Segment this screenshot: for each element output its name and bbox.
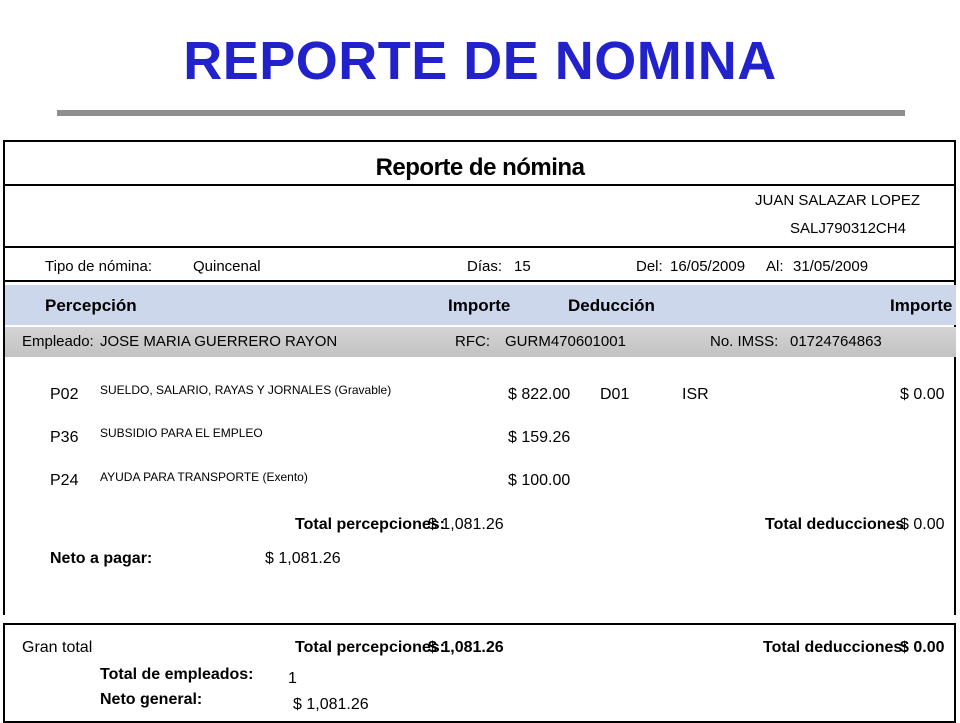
col-importe-deduccion: Importe xyxy=(890,296,953,315)
al-label: Al: xyxy=(766,258,784,275)
percepcion-desc: SUELDO, SALARIO, RAYAS Y JORNALES (Gravable) xyxy=(100,383,392,397)
gran-total-percepciones-label: Total percepciones: xyxy=(295,639,445,656)
percepcion-amount: $ 822.00 xyxy=(508,386,571,403)
divider xyxy=(3,280,956,282)
report-frame xyxy=(3,140,956,615)
deduccion-amount: $ 0.00 xyxy=(900,386,945,403)
del-value: 16/05/2009 xyxy=(670,258,746,275)
gran-total-label: Gran total xyxy=(22,639,93,656)
total-deducciones-value: $ 0.00 xyxy=(900,516,945,533)
total-empleados-label: Total de empleados: xyxy=(100,666,254,683)
imss-value: 01724764863 xyxy=(790,333,882,350)
col-importe-percepcion: Importe xyxy=(448,296,511,315)
neto-general-value: $ 1,081.26 xyxy=(293,696,369,713)
gran-total-percepciones-value: $ 1,081.26 xyxy=(428,639,504,656)
percepcion-amount: $ 159.26 xyxy=(508,429,571,446)
empleado-name: JOSE MARIA GUERRERO RAYON xyxy=(100,333,338,350)
total-percepciones-value: $ 1,081.26 xyxy=(428,516,504,533)
company-name: JUAN SALAZAR LOPEZ xyxy=(755,192,921,209)
divider xyxy=(3,184,956,186)
gran-total-deducciones-label: Total deducciones: xyxy=(763,639,908,656)
total-deducciones-label: Total deducciones xyxy=(765,516,905,533)
tipo-nomina-label: Tipo de nómina: xyxy=(45,258,153,275)
dias-value: 15 xyxy=(514,258,531,275)
al-value: 31/05/2009 xyxy=(793,258,869,275)
title-divider xyxy=(57,110,905,116)
percepcion-desc: AYUDA PARA TRANSPORTE (Exento) xyxy=(100,470,308,484)
rfc-label: RFC: xyxy=(455,333,490,350)
report-title: Reporte de nómina xyxy=(375,154,585,181)
rfc-value: GURM470601001 xyxy=(505,333,626,350)
percepcion-amount: $ 100.00 xyxy=(508,472,571,489)
slide-title: REPORTE DE NOMINA xyxy=(183,31,777,91)
tipo-nomina-value: Quincenal xyxy=(193,258,261,275)
percepcion-desc: SUBSIDIO PARA EL EMPLEO xyxy=(100,426,263,440)
col-percepcion: Percepción xyxy=(45,296,137,315)
deduccion-desc: ISR xyxy=(682,386,709,403)
imss-label: No. IMSS: xyxy=(710,333,779,350)
neto-general-label: Neto general: xyxy=(100,691,203,708)
neto-pagar-value: $ 1,081.26 xyxy=(265,550,341,567)
percepcion-code: P24 xyxy=(50,472,79,489)
company-rfc: SALJ790312CH4 xyxy=(790,220,906,237)
deduccion-code: D01 xyxy=(600,386,630,403)
total-percepciones-label: Total percepciones: xyxy=(295,516,445,533)
empleado-label: Empleado: xyxy=(22,333,94,350)
del-label: Del: xyxy=(636,258,663,275)
gran-total-deducciones-value: $ 0.00 xyxy=(900,639,945,656)
percepcion-code: P02 xyxy=(50,386,79,403)
payroll-report xyxy=(0,140,960,720)
neto-pagar-label: Neto a pagar: xyxy=(50,550,153,567)
dias-label: Días: xyxy=(467,258,503,275)
total-empleados-value: 1 xyxy=(288,670,297,687)
percepcion-code: P36 xyxy=(50,429,79,446)
col-deduccion: Deducción xyxy=(568,296,655,315)
divider xyxy=(3,246,956,248)
